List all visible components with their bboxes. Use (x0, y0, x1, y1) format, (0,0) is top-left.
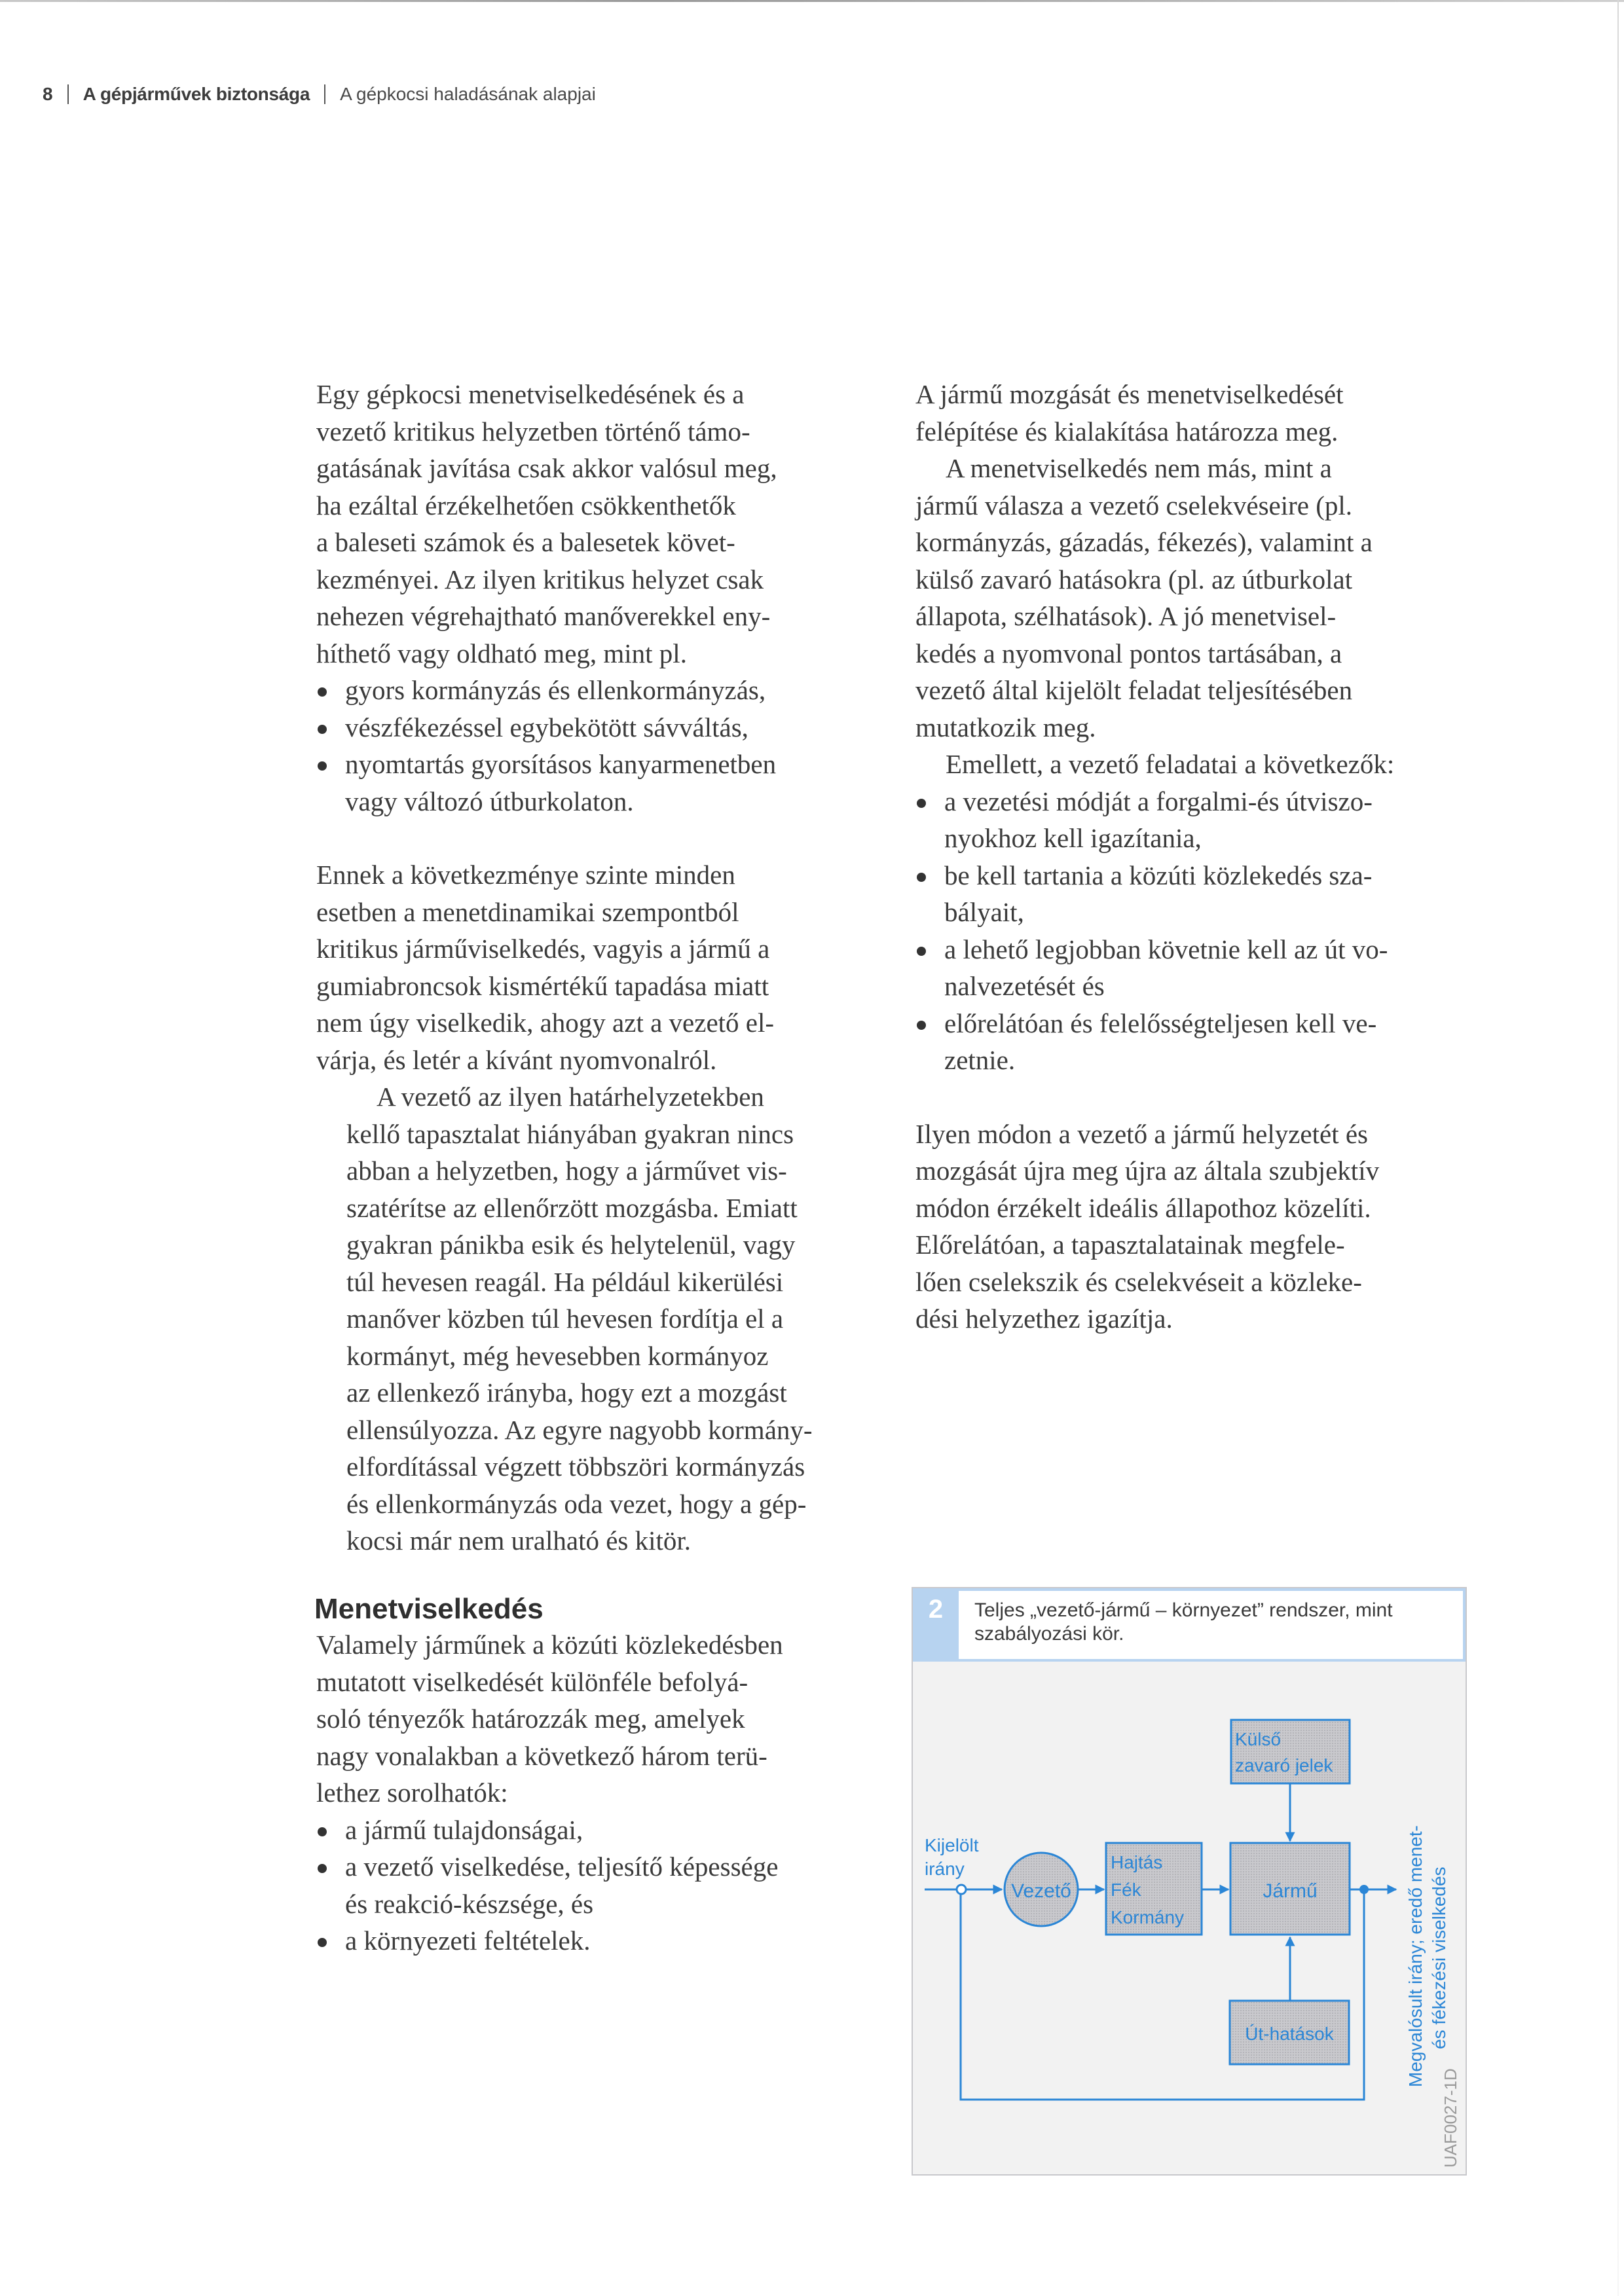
text-line: jármű válasza a vezető cselekvéseire (pl. (915, 490, 1353, 520)
text-line: be kell tartania a közúti közlekedés sza- (944, 860, 1373, 890)
consequence-paragraph (316, 856, 879, 1078)
driver-tasks-list (915, 783, 1479, 1079)
text-line: túl hevesen reagál. Ha például kikerülési (346, 1266, 784, 1297)
text-line: ellensúlyozza. Az egyre nagyobb kormány- (346, 1414, 813, 1445)
figure-number: 2 (928, 1595, 944, 1624)
list-item (316, 746, 879, 820)
text-line: elfordítással végzett többszöri kormányzás (346, 1451, 805, 1482)
text-line: Előrelátóan, a tapasztalatainak megfele- (915, 1230, 1345, 1260)
scan-edge-top (0, 0, 1624, 2)
vehicle-paragraph (915, 376, 1479, 450)
input-label: irány (925, 1859, 965, 1879)
caption-line: szabályozási kör. (974, 1623, 1124, 1645)
text-line: nehezen végrehajtható manőverekkel eny- (316, 601, 771, 631)
summing-junction (957, 1885, 966, 1894)
intro-paragraph (316, 376, 879, 672)
text-line: Emellett, a vezető feladatai a következők: (946, 749, 1395, 779)
running-header (43, 82, 596, 106)
conclusion-paragraph (915, 1116, 1479, 1338)
text-line: mozgását újra meg újra az általa szubjektív (915, 1156, 1380, 1186)
text-line: a környezeti feltételek. (345, 1925, 591, 1956)
input-label: Kijelölt (925, 1835, 979, 1855)
text-line: és ellenkormányzás oda vezet, hogy a gép- (346, 1488, 807, 1519)
disturbance-label: Külső (1235, 1729, 1282, 1749)
text-line: dési helyzethez igazítja. (915, 1303, 1173, 1334)
text-line: Valamely járműnek a közúti közlekedésben (316, 1630, 783, 1660)
text-line: várja, és letér a kívánt nyomvonalról. (316, 1044, 717, 1075)
text-line: a jármű tulajdonságai, (345, 1814, 583, 1845)
section-body (316, 1626, 879, 1959)
text-line: bályait, (944, 897, 1024, 927)
section-title: A gépkocsi haladásának alapjai (340, 84, 596, 104)
caption-line: Teljes „vezető-jármű – környezet” rendszer, mint (974, 1599, 1393, 1621)
text-line: kormányzás, gázadás, fékezés), valamint a (915, 527, 1373, 557)
text-line: kezményei. Az ilyen kritikus helyzet csak (316, 564, 764, 594)
list-item (316, 672, 879, 709)
text-line: vezető kritikus helyzetben történő támo- (316, 416, 750, 446)
text-line: vagy változó útburkolaton. (345, 786, 634, 816)
tasks-intro (915, 746, 1479, 783)
list-item (915, 783, 1479, 857)
text-line: gyakran pánikba esik és helytelenül, vagy (346, 1230, 796, 1260)
actuator-label: Kormány (1111, 1907, 1185, 1927)
right-column (915, 376, 1479, 1338)
list-item (915, 931, 1479, 1005)
text-line: Egy gépkocsi menetviselkedésének és a (316, 379, 745, 409)
text-line: gyors kormányzás és ellenkormányzás, (345, 675, 766, 705)
left-column (316, 376, 879, 1559)
text-line: mutatkozik meg. (915, 712, 1096, 742)
text-line: módon érzékelt ideális állapothoz közelíti. (915, 1192, 1371, 1223)
text-line: a vezetési módját a forgalmi-és útviszo- (944, 786, 1373, 816)
driver-label: Vezető (1011, 1880, 1071, 1902)
text-line: kedés a nyomvonal pontos tartásában, a (915, 638, 1342, 668)
text-line: vészfékezéssel egybekötött sávváltás, (345, 712, 748, 742)
text-line: Ilyen módon a vezető a jármű helyzetét és (915, 1118, 1369, 1149)
text-line: gumiabroncsok kismértékű tapadása miatt (316, 970, 769, 1001)
header-divider (67, 84, 69, 104)
text-line: a baleseti számok és a balesetek követ- (316, 527, 735, 557)
section-heading: Menetviselkedés (314, 1593, 544, 1625)
paragraph-gap (915, 1079, 1479, 1116)
text-line: kormányt, még hevesebben kormányoz (346, 1340, 769, 1371)
text-line: az ellenkező irányba, hogy ezt a mozgást (346, 1377, 787, 1408)
text-line: soló tényezők határozzák meg, amelyek (316, 1704, 745, 1734)
list-item (316, 1922, 879, 1959)
text-line: felépítése és kialakítása határozza meg. (915, 416, 1338, 446)
vehicle-label: Jármű (1263, 1880, 1318, 1902)
list-item (316, 1848, 879, 1922)
list-item (316, 1812, 879, 1849)
text-line: nagy vonalakban a következő három terü- (316, 1740, 767, 1771)
text-line: A menetviselkedés nem más, mint a (946, 453, 1332, 483)
text-line: gatásának javítása csak akkor valósul meg, (316, 453, 777, 483)
text-line: nyomtartás gyorsításos kanyarmenetben (345, 749, 777, 779)
road-effects-label: Út-hatások (1245, 2024, 1334, 2044)
text-line: a lehető legjobban követnie kell az út vo- (944, 934, 1388, 964)
figure-control-loop (912, 1587, 1467, 2176)
text-line: előrelátóan és felelősségteljesen kell ve- (944, 1008, 1377, 1038)
text-line: kritikus járműviselkedés, vagyis a jármű a (316, 934, 770, 964)
figure-code: UAF0027-1D (1441, 2068, 1460, 2168)
text-line: lően cselekszik és cselekvéseit a közleke- (915, 1266, 1362, 1297)
text-line: nalvezetését és (944, 971, 1105, 1001)
text-line: kocsi már nem uralható és kitör. (346, 1525, 692, 1556)
output-label: és fékezési viselkedés (1429, 1867, 1449, 2049)
text-line: manőver közben túl hevesen fordítja el a (346, 1303, 784, 1334)
factor-list (316, 1812, 879, 1959)
header-divider (324, 84, 325, 104)
control-loop-diagram (913, 1588, 1468, 2177)
text-line: a vezető viselkedése, teljesítő képessége (345, 1851, 779, 1882)
text-line: A jármű mozgását és menetviselkedését (915, 379, 1344, 409)
disturbance-label: zavaró jelek (1235, 1755, 1333, 1776)
text-line: mutatott viselkedését különféle befolyá- (316, 1666, 748, 1697)
text-line: állapota, szélhatások). A jó menetvisel- (915, 601, 1337, 631)
actuator-label: Hajtás (1111, 1852, 1163, 1872)
list-item (316, 709, 879, 746)
text-line: lethez sorolhatók: (316, 1777, 508, 1808)
output-label: Megvalósult irány; eredő menet- (1405, 1825, 1426, 2087)
list-item (915, 1005, 1479, 1079)
text-line: zetnie. (944, 1045, 1016, 1075)
actuator-label: Fék (1111, 1880, 1141, 1900)
maneuver-list (316, 672, 879, 820)
section-paragraph (316, 1626, 879, 1812)
text-line: és reakció-készsége, és (345, 1888, 594, 1919)
paragraph-gap (316, 820, 879, 856)
text-line: vezető által kijelölt feladat teljesítésében (915, 675, 1353, 705)
chapter-title: A gépjárművek biztonsága (83, 84, 310, 104)
text-line: nem úgy viselkedik, ahogy azt a vezető el- (316, 1008, 775, 1038)
driver-paragraph (316, 1078, 879, 1559)
page-number: 8 (43, 84, 53, 104)
text-line: külső zavaró hatásokra (pl. az útburkolat (915, 564, 1353, 594)
text-line: híthető vagy oldható meg, mint pl. (316, 638, 687, 668)
text-line: ha ezáltal érzékelhetően csökkenthetők (316, 490, 736, 520)
text-line: esetben a menetdinamikai szempontból (316, 896, 739, 927)
text-line: Ennek a következménye szinte minden (316, 860, 735, 890)
text-line: szatérítse az ellenőrzött mozgásba. Emiatt (346, 1192, 798, 1223)
behaviour-paragraph (915, 450, 1479, 746)
text-line: nyokhoz kell igazítania, (944, 823, 1202, 853)
list-item (915, 857, 1479, 931)
branch-point (1359, 1885, 1369, 1894)
scan-edge-right (1617, 0, 1619, 2296)
text-line: A vezető az ilyen határhelyzetekben (377, 1082, 764, 1112)
text-line: kellő tapasztalat hiányában gyakran nincs (346, 1118, 794, 1149)
text-line: abban a helyzetben, hogy a járművet vis- (346, 1156, 787, 1186)
